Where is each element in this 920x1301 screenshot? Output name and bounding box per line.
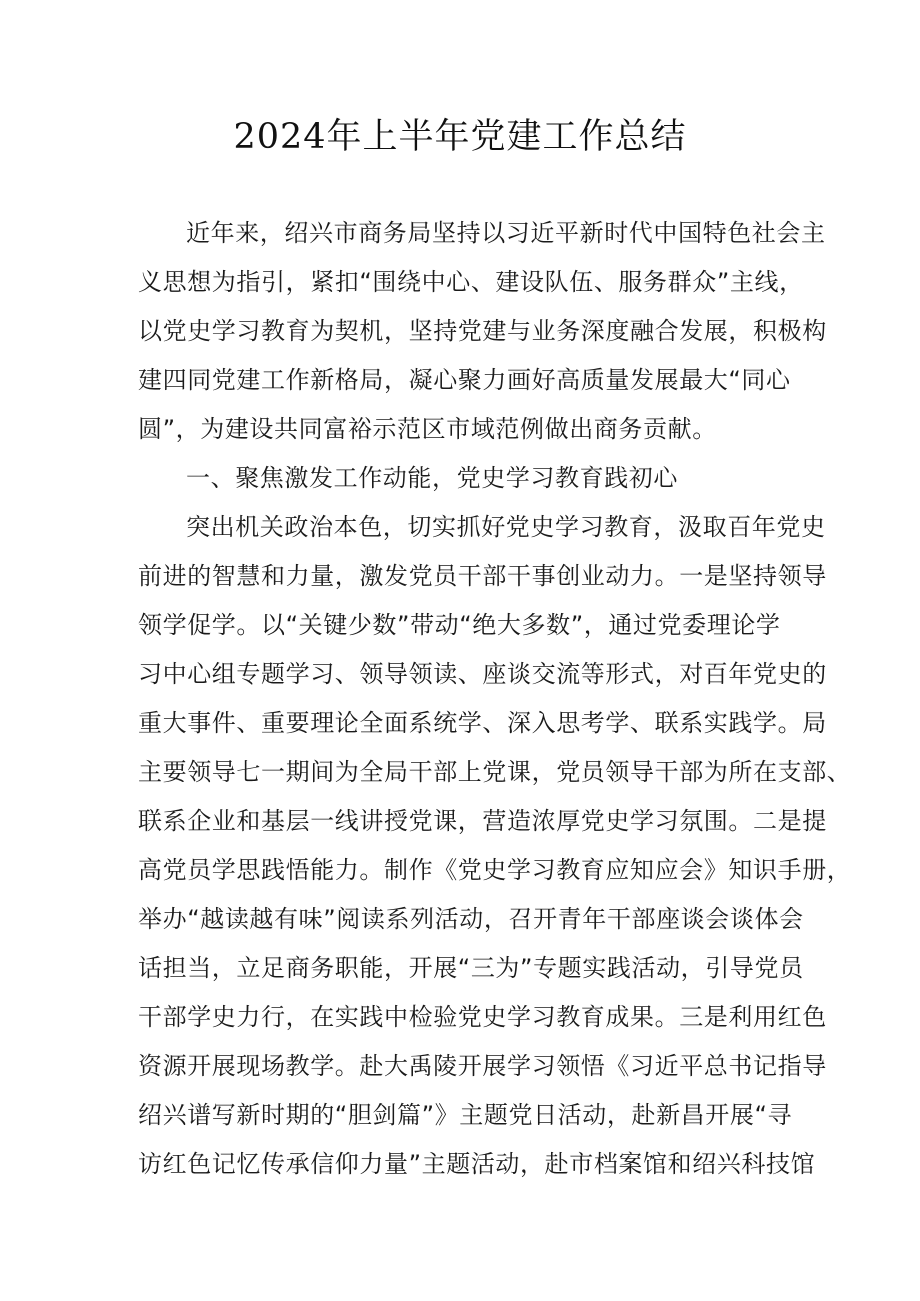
- paragraph-2-line-12: 资源开展现场教学。赴大禹陵开展学习领悟《习近平总书记指导: [138, 1052, 827, 1080]
- paragraph-1-line-1: 近年来，绍兴市商务局坚持以习近平新时代中国特色社会主: [186, 219, 826, 247]
- paragraph-2-line-9: 举办“越读越有味”阅读系列活动，召开青年干部座谈会谈体会: [138, 905, 804, 933]
- paragraph-1-line-5: 圆”，为建设共同富裕示范区市域范例做出商务贡献。: [138, 415, 717, 443]
- paragraph-1-line-2: 义思想为指引，紧扣“围绕中心、建设队伍、服务群众”主线，: [138, 268, 804, 296]
- paragraph-1-line-4: 建四同党建工作新格局，凝心聚力画好高质量发展最大“同心: [138, 366, 791, 394]
- paragraph-2-line-7: 联系企业和基层一线讲授党课，营造浓厚党史学习氛围。二是提: [138, 807, 827, 835]
- paragraph-2-line-8: 高党员学思践悟能力。制作《党史学习教育应知应会》知识手册，: [138, 856, 852, 884]
- paragraph-2-line-2: 前进的智慧和力量，激发党员干部干事创业动力。一是坚持领导: [138, 562, 827, 590]
- paragraph-2-line-1: 突出机关政治本色，切实抓好党史学习教育，汲取百年党史: [186, 513, 826, 541]
- paragraph-2-line-5: 重大事件、重要理论全面系统学、深入思考学、联系实践学。局: [138, 709, 827, 737]
- paragraph-2-line-3: 领学促学。以“关键少数”带动“绝大多数”，通过党委理论学: [138, 611, 781, 639]
- paragraph-2-line-6: 主要领导七一期间为全局干部上党课，党员领导干部为所在支部、: [138, 758, 852, 786]
- paragraph-2-line-11: 干部学史力行，在实践中检验党史学习教育成果。三是利用红色: [138, 1003, 827, 1031]
- document-title: 2024年上半年党建工作总结: [233, 117, 687, 157]
- paragraph-2-line-4: 习中心组专题学习、领导领读、座谈交流等形式，对百年党史的: [138, 660, 827, 688]
- paragraph-2-line-13: 绍兴谱写新时期的“胆剑篇”》主题党日活动，赴新昌开展“寻: [138, 1101, 793, 1129]
- paragraph-1-line-3: 以党史学习教育为契机，坚持党建与业务深度融合发展，积极构: [138, 317, 827, 345]
- section-heading-1: 一、聚焦激发工作动能，党史学习教育践初心: [186, 464, 678, 492]
- paragraph-2-line-14: 访红色记忆传承信仰力量”主题活动，赴市档案馆和绍兴科技馆: [138, 1150, 816, 1178]
- paragraph-2-line-10: 话担当，立足商务职能，开展“三为”专题实践活动，引导党员: [138, 954, 804, 982]
